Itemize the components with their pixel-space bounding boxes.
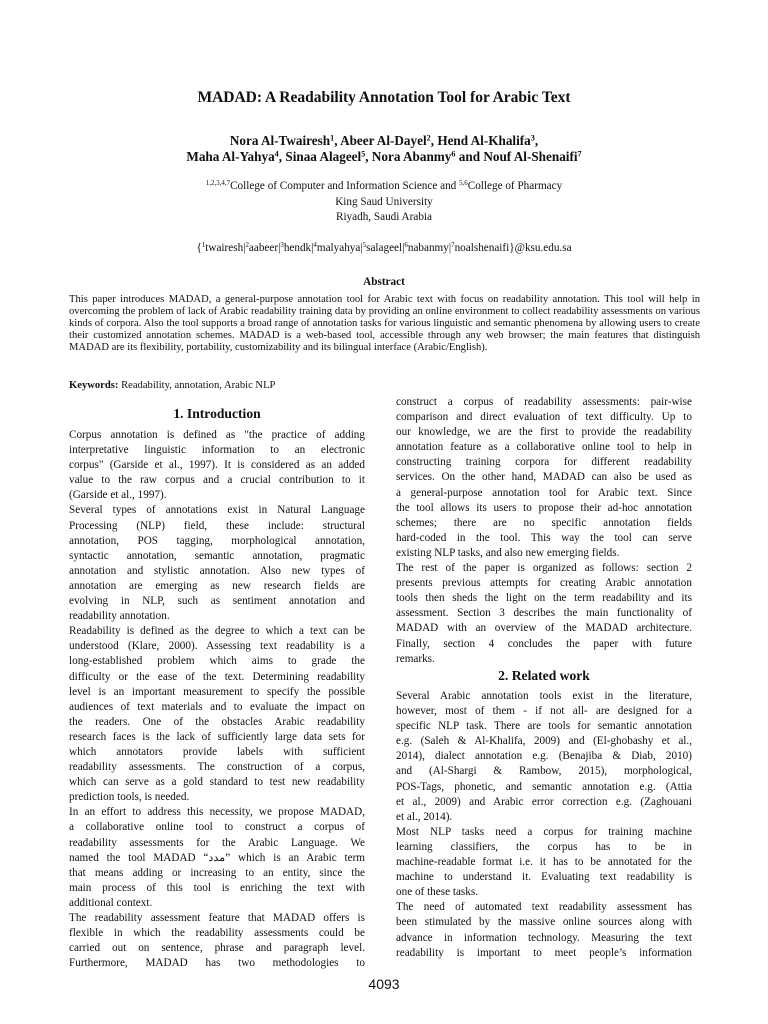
text-line: Corpus annotation is defined as "the practice of adding: [69, 429, 365, 441]
author-separator: and: [455, 149, 484, 164]
email-sup: 2: [245, 241, 249, 250]
email-separator: |: [278, 242, 281, 254]
text-line: MADAD with an overview of the MADAD architecture.: [396, 622, 692, 635]
affiliation-colleges: [0, 179, 768, 195]
right-column-text-bottom: [396, 689, 692, 961]
email-user: aabeer: [248, 242, 279, 254]
text-line: long-established problem which aims to grade the: [69, 655, 365, 668]
keywords: [69, 380, 389, 391]
author-separator: ,: [365, 149, 372, 164]
text-line: presents previous attempts for creating Arabic annotation: [396, 577, 692, 590]
text-line: The need of automated text readability assessment has: [396, 901, 692, 914]
text-line: named the tool MADAD “مدد” which is an Arabic term: [69, 851, 366, 864]
text-line: a general-purpose annotation tool for Arabic text. Since: [396, 486, 692, 499]
text-line: construct a corpus of readability assessments: pair-wise: [396, 396, 692, 408]
text-line: readability is important to meet people’s information: [396, 946, 692, 959]
text-line: services. On the other hand, MADAD can also be used as: [396, 471, 692, 484]
text-line: that means adding or increasing to an entity, since the: [69, 866, 365, 879]
text-line: corpus" (Garside et al., 1997). It is considered as an added: [69, 459, 365, 472]
affiliation-sup-1: 1,2,3,4,7: [205, 179, 231, 188]
email-sup: 7: [451, 241, 455, 250]
text-line: tools then sheds the light on the term readability and its: [396, 592, 692, 605]
email-separator: |: [448, 242, 452, 254]
author-line-1: [0, 133, 768, 149]
email-user: twairesh: [205, 242, 244, 254]
text-line: been stimulated by the massive online sources along with: [396, 916, 692, 929]
text-line: Furthermore, MADAD has two methodologies to: [69, 957, 365, 970]
author-sup: 6: [451, 149, 456, 159]
author-name: Sinaa Alageel: [285, 149, 362, 164]
text-line: and (Al-Shargi & Rambow, 2015), morphological,: [396, 765, 692, 778]
author-sup: 7: [577, 149, 582, 159]
author-sup: 2: [426, 133, 431, 143]
text-line: Several Arabic annotation tools exist in the literature,: [396, 690, 692, 702]
text-line: hard-coded in the tool. This way the tool can serve: [396, 531, 692, 544]
text-line: et al., 2014).: [396, 810, 453, 823]
author-name: Nouf Al-Shenaifi: [483, 149, 578, 164]
text-line: a collaborative online tool to construct a corpus of: [69, 821, 365, 834]
text-line: readability assessments for the Arabic Language. We: [69, 836, 365, 849]
text-line: et al., 2009) and Arabic error correction e.g. (Zaghouani: [396, 795, 692, 808]
text-line: In an effort to address this necessity, we propose MADAD,: [69, 806, 365, 819]
text-line: however, most of them - if not all- are designed for a: [396, 705, 692, 718]
text-line: (Garside et al., 1997).: [69, 489, 167, 502]
text-line: understood (Klare, 2000). Assessing text readability is a: [69, 640, 365, 653]
email-user: salageel: [366, 242, 403, 254]
affiliation-city: Riyadh, Saudi Arabia: [335, 211, 432, 223]
text-line: Most NLP tasks need a corpus for training machine: [396, 825, 692, 838]
author-separator: ,: [334, 133, 341, 148]
author-name: Maha Al-Yahya: [186, 149, 275, 164]
author-name: Abeer Al-Dayel: [340, 133, 427, 148]
affiliation-block: [0, 179, 768, 226]
text-line: readability assessments. The construction of a corpus,: [69, 761, 365, 774]
text-line: annotation feature as a collaborative online tool to help in: [396, 441, 692, 454]
text-line: 2014), dialect annotation e.g. (Benajiba & Diab, 2010): [396, 750, 692, 763]
text-line: which can serve as a gold standard to test new readability: [69, 776, 365, 789]
keywords-label: Keywords:: [69, 380, 119, 391]
left-column-text: [69, 428, 365, 971]
text-line: machine-readable format i.e. it has to be annotated for the: [396, 856, 692, 869]
text-line: flexible in which the readability assessments could be: [69, 927, 365, 940]
email-sup: 5: [362, 241, 367, 250]
email-sup: 3: [280, 241, 284, 250]
author-separator: ,: [278, 149, 286, 164]
author-sup: 5: [361, 149, 366, 159]
author-separator: ,: [534, 133, 539, 148]
text-line: prediction tools, is needed.: [69, 791, 190, 804]
text-line: e.g. (Saleh & Al-Khalifa, 2009) and (El-ghobashy et al.,: [396, 735, 692, 748]
author-line-2: [0, 149, 768, 165]
text-line: learning classifiers, the corpus has to be in: [396, 840, 692, 853]
author-name: Nora Abanmy: [371, 149, 452, 164]
text-line: remarks.: [396, 652, 435, 665]
text-line: annotation are emerging as new research fields are: [69, 579, 365, 592]
text-line: The rest of the paper is organized as follows: section 2: [396, 562, 692, 575]
section-heading-introduction: 1. Introduction: [173, 406, 261, 421]
text-line: which annotators provide labels with sufficient: [69, 745, 365, 758]
text-line: annotation and stylistic annotation. Also new types of: [69, 564, 365, 577]
text-line: research faces is the lack of sufficiently large data sets for: [69, 730, 365, 743]
right-column-text-top: [396, 395, 692, 667]
text-line: carried out on sentence, phrase and paragraph level.: [69, 942, 365, 955]
text-line: Several types of annotations exist in Natural Language: [69, 504, 365, 517]
keywords-text: Readability, annotation, Arabic NLP: [118, 380, 276, 391]
email-open-brace: {: [196, 242, 202, 254]
text-line: main process of this tool is enriching the text with: [69, 881, 365, 894]
author-emails: [0, 242, 768, 254]
abstract-text: This paper introduces MADAD, a general-purpose annotation tool for Arabic text with focus on readability annotation. This tool will help in overcoming the problem of lack of Arabic readability training data by providing an online environment to collect readability assessments on various kinds of corpora. Also the tool supports a broad range of annotation tasks for various linguistic and semantic phenomena by allowing users to create their customized annotation schemes. MADAD is a web-based tool, accessible through any web browser; the main features that distinguish MADAD are its flexibility, portability, customizability and its bilingual interface (Arabic/English).: [69, 294, 700, 353]
section-heading-related-work: 2. Related work: [498, 668, 590, 683]
abstract-heading: Abstract: [363, 276, 405, 288]
text-line: additional context.: [69, 896, 153, 909]
text-line: syntactic annotation, semantic annotation, pragmatic: [69, 549, 365, 562]
email-separator: |: [360, 242, 363, 254]
affiliation-college-1: College of Computer and Information Science and: [230, 180, 460, 192]
author-separator: ,: [430, 133, 438, 148]
email-sup: 1: [201, 241, 206, 250]
text-line: constructing training corpora for different readability: [396, 456, 692, 469]
text-line: the tool allows its users to propose their ad-hoc annotation: [396, 501, 692, 514]
text-line: Processing (NLP) field, these include: structural: [69, 519, 365, 532]
affiliation-university: King Saud University: [335, 195, 433, 208]
text-line: audiences of text materials and to evaluate the impact on: [69, 700, 365, 713]
text-line: specific NLP task. There are tools for semantic annotation: [396, 720, 692, 733]
text-line: comparison and direct evaluation of text difficulty. Up to: [396, 411, 692, 424]
author-sup: 3: [530, 133, 535, 143]
email-user: nabanmy: [407, 242, 449, 254]
text-line: our knowledge, we are the first to provide the readability: [396, 426, 692, 439]
author-list: [0, 133, 768, 165]
text-line: level is an important measurement to specify the possible: [69, 685, 365, 698]
text-line: difficulty or the ease of the text. Determining readability: [69, 670, 365, 683]
text-line: the readers. One of the obstacles Arabic readability: [69, 715, 365, 728]
text-line: The readability assessment feature that MADAD offers is: [69, 912, 365, 924]
page-number: 4093: [368, 976, 400, 992]
text-line: advance in information technology. Measuring the text: [396, 931, 692, 944]
text-line: annotation, POS tagging, morphological annotation,: [69, 534, 365, 547]
email-sup: 4: [313, 241, 317, 250]
text-line: evolving in NLP, such as sentiment annotation and: [69, 595, 365, 608]
text-line: POS-Tags, phonetic, and semantic annotation e.g. (Attia: [396, 780, 692, 793]
text-line: existing NLP tasks, and also new emerging fields.: [396, 546, 620, 559]
email-user: malyahya: [316, 242, 361, 254]
email-sup: 6: [404, 241, 408, 250]
text-line: one of these tasks.: [396, 886, 479, 899]
affiliation-college-2: College of Pharmacy: [467, 180, 563, 192]
author-sup: 4: [274, 149, 279, 159]
paper-title: MADAD: A Readability Annotation Tool for Arabic Text: [197, 89, 571, 106]
email-separator: |: [243, 242, 246, 254]
text-line: value to the raw corpus and a crucial contribution to it: [69, 474, 365, 487]
email-separator: |: [402, 242, 405, 254]
text-line: interpretative linguistic information to an electronic: [69, 444, 365, 457]
text-line: schemes; there are no specific annotation fields: [396, 516, 692, 529]
text-line: assessment. Section 3 describes the main functionality of: [396, 607, 692, 620]
author-sup: 1: [330, 133, 335, 143]
text-line: Finally, section 4 concludes the paper with future: [396, 637, 692, 650]
email-user: hendk: [283, 242, 312, 254]
text-line: machine to understand it. Evaluating text readability is: [396, 871, 692, 884]
affiliation-sup-2: 5,6: [459, 179, 468, 188]
email-separator: |: [311, 242, 314, 254]
email-user: noalshenaifi: [454, 242, 510, 254]
author-name: Hend Al-Khalifa: [437, 133, 531, 148]
author-name: Nora Al-Twairesh: [229, 133, 331, 148]
email-domain: }@ksu.edu.sa: [509, 242, 572, 254]
text-line: Readability is defined as the degree to which a text can be: [69, 625, 365, 638]
text-line: readability annotation.: [69, 610, 170, 623]
